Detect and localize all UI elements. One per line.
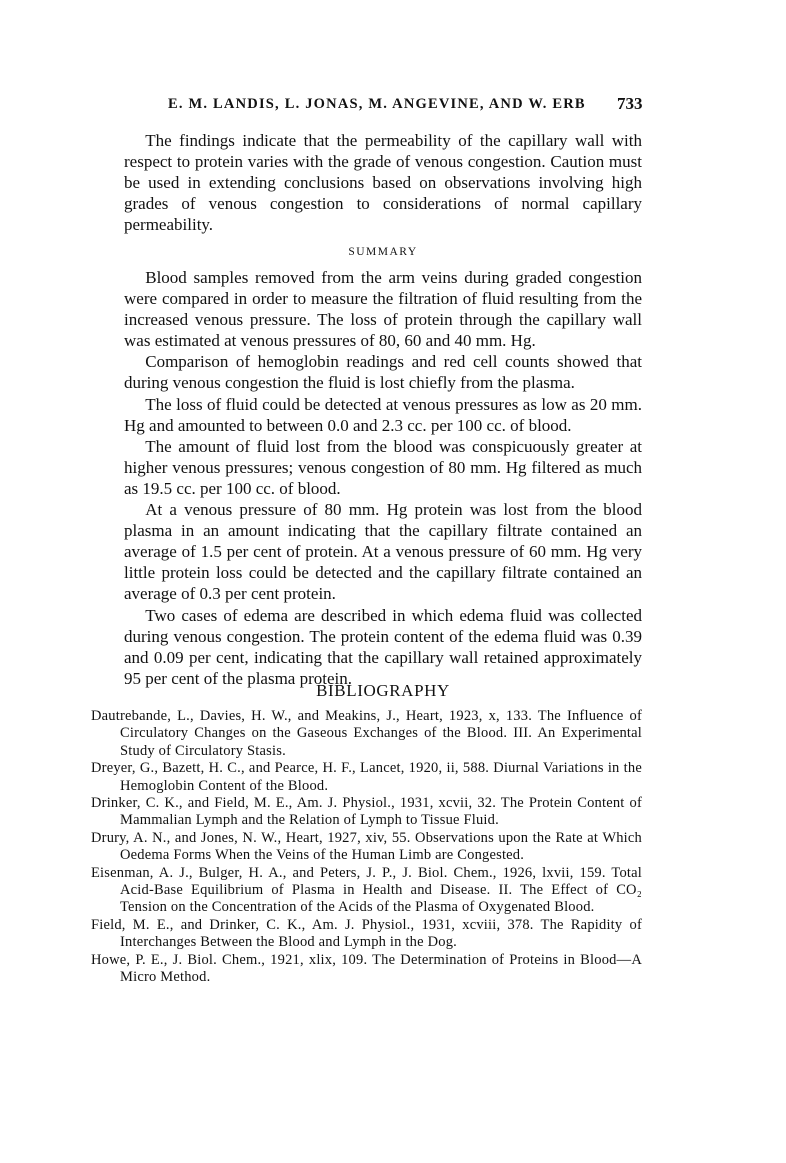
intro-paragraph: The findings indicate that the permeability of the capillary wall with respect to protein varies with the grade of venous congestion. Caution must be used in extending conclusions based on observations involving high grades of venous congestion to considerations of normal capillary permeability. bbox=[124, 131, 642, 235]
summary-paragraph: At a venous pressure of 80 mm. Hg protein was lost from the blood plasma in an amount indicating that the capillary filtrate contained an average of 1.5 per cent of protein. At a venous pressure of 60 mm. Hg very little protein loss could be detected and the capillary filtrate contained an average of 0.3 per cent protein. bbox=[124, 500, 642, 604]
summary-paragraph: Comparison of hemoglobin readings and red cell counts showed that during venous congestion the fluid is lost chiefly from the plasma. bbox=[124, 352, 642, 393]
bibliography-entry: Howe, P. E., J. Biol. Chem., 1921, xlix, 109. The Determination of Proteins in Blood—A Micro Method. bbox=[91, 951, 642, 986]
intro-section bbox=[124, 130, 642, 235]
summary-paragraph: Blood samples removed from the arm veins during graded congestion were compared in order to measure the filtration of fluid resulting from the increased venous pressure. The loss of protein through the capillary wall was estimated at venous pressures of 80, 60 and 40 mm. Hg. bbox=[124, 268, 642, 351]
bibliography-entry: Dreyer, G., Bazett, H. C., and Pearce, H. F., Lancet, 1920, ii, 588. Diurnal Variations in the Hemoglobin Content of the Blood. bbox=[91, 760, 642, 794]
summary-section bbox=[124, 267, 642, 689]
bibliography-heading: BIBLIOGRAPHY bbox=[316, 681, 450, 700]
summary-paragraph: Two cases of edema are described in which edema fluid was collected during venous congestion. The protein content of the edema fluid was 0.39 and 0.09 per cent, indicating that the capillary wall retained approximately 95 per cent of the plasma protein. bbox=[124, 605, 642, 688]
bibliography-entry: Field, M. E., and Drinker, C. K., Am. J. Physiol., 1931, xcviii, 378. The Rapidity of Interchanges Between the Blood and Lymph in the Dog. bbox=[91, 916, 642, 951]
bibliography-entry: Drury, A. N., and Jones, N. W., Heart, 1927, xiv, 55. Observations upon the Rate at Which Oedema Forms When the Veins of the Human Limb are Congested. bbox=[91, 829, 642, 864]
bibliography-list bbox=[91, 708, 642, 987]
summary-paragraph: The amount of fluid lost from the blood was conspicuously greater at higher venous pressures; venous congestion of 80 mm. Hg filtered as much as 19.5 cc. per 100 cc. of blood. bbox=[124, 436, 642, 498]
bibliography-entry: Eisenman, A. J., Bulger, H. A., and Peters, J. P., J. Biol. Chem., 1926, lxvii, 159. Total Acid-Base Equilibrium of Plasma in Health and Disease. II. The Effect of CO₂ Tension on the Concentration of the Acids of the Plasma of Oxygenated Blood. bbox=[91, 864, 642, 916]
bibliography-entry: Dautrebande, L., Davies, H. W., and Meakins, J., Heart, 1923, x, 133. The Influence of Circulatory Changes on the Gaseous Exchanges of the Blood. III. An Experimental Study of Circulatory Stasis. bbox=[91, 708, 642, 759]
summary-heading: SUMMARY bbox=[348, 246, 418, 258]
running-head-authors: E. M. LANDIS, L. JONAS, M. ANGEVINE, AND W. ERB bbox=[168, 96, 586, 112]
bibliography-entry: Drinker, C. K., and Field, M. E., Am. J. Physiol., 1931, xcvii, 32. The Protein Content of Mammalian Lymph and the Relation of Lymph to Tissue Fluid. bbox=[91, 795, 642, 829]
summary-paragraph: The loss of fluid could be detected at venous pressures as low as 20 mm. Hg and amounted to between 0.0 and 2.3 cc. per 100 cc. of blood. bbox=[124, 394, 642, 435]
page-number: 733 bbox=[617, 94, 643, 113]
